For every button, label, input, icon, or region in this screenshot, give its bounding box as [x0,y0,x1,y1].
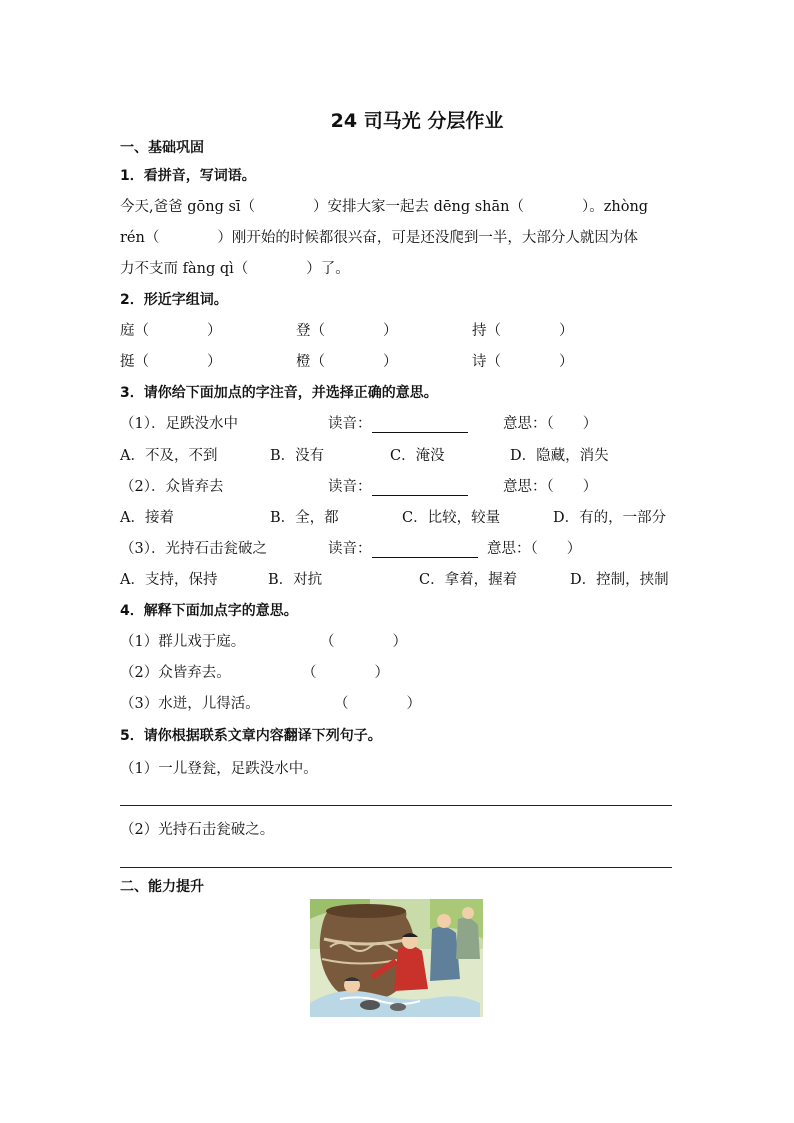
q1-text-line: rén（ ）刚开始的时候都很兴奋，可是还没爬到一半，大部分人就因为体 [120,230,638,246]
q3-meaning: 意思：（ ） [503,416,598,432]
q3-prompt: （1）．足跌没水中 [120,416,238,432]
q1-heading: 1．看拼音，写词语。 [120,168,256,184]
q4-item-text: （1）群儿戏于庭。 [120,634,246,650]
q3-option: D．有的，一部分 [553,510,667,526]
q4-heading: 4．解释下面加点字的意思。 [120,603,298,619]
q1-text-line: 今天,爸爸 gōng sī（ ）安排大家一起去 dēng shān（ ）。zhòng [120,199,649,215]
q5-sentence: （1）一儿登瓮，足跌没水中。 [120,761,318,777]
q2-item: 挺（ ） [120,354,222,370]
q2-heading: 2．形近字组词。 [120,292,228,308]
q3-reading: 读音： [328,415,468,433]
section-heading-ability: 二、能力提升 [120,879,204,895]
q3-option: A．不及，不到 [120,448,218,464]
q3-prompt: （3）．光持石击瓮破之 [120,541,267,557]
q3-option: B．全，都 [270,510,339,526]
q2-item: 持（ ） [472,323,574,339]
q2-item: 登（ ） [296,323,398,339]
section-heading-basic: 一、基础巩固 [120,140,204,156]
sima-guang-illustration [310,899,483,1017]
q3-prompt: （2）．众皆弃去 [120,479,224,495]
q3-heading: 3．请你给下面加点的字注音，并选择正确的意思。 [120,385,438,401]
answer-line[interactable] [120,805,672,806]
q3-option: D．控制，挟制 [570,572,669,588]
q5-sentence: （2）光持石击瓮破之。 [120,822,275,838]
q3-option: A．接着 [120,510,174,526]
q3-option: C．比较，较量 [402,510,501,526]
illustration-graphic [310,899,483,1017]
q3-reading: 读音： [328,478,468,496]
reading-blank[interactable] [372,481,468,496]
q3-reading: 读音： [328,540,478,558]
q3-meaning: 意思：（ ） [487,541,582,557]
q4-answer-paren[interactable]: （ ） [334,696,421,712]
reading-blank[interactable] [372,543,478,558]
answer-line[interactable] [120,867,672,868]
q2-item: 橙（ ） [296,354,398,370]
q3-option: D．隐藏，消失 [510,448,609,464]
q5-heading: 5．请你根据联系文章内容翻译下列句子。 [120,728,382,744]
q3-option: A．支持，保持 [120,572,218,588]
q3-option: C．淹没 [390,448,445,464]
page-title: 24 司马光 分层作业 [330,110,504,132]
q3-meaning: 意思：（ ） [503,479,598,495]
q4-item-text: （3）水迸，儿得活。 [120,696,260,712]
q4-answer-paren[interactable]: （ ） [320,634,407,650]
q2-item: 庭（ ） [120,323,222,339]
q2-item: 诗（ ） [472,354,574,370]
q4-answer-paren[interactable]: （ ） [302,665,389,681]
q3-option: B．没有 [270,448,325,464]
q3-option: B．对抗 [268,572,323,588]
q4-item-text: （2）众皆弃去。 [120,665,231,681]
q1-text-line: 力不支而 fàng qì（ ）了。 [120,261,350,277]
reading-blank[interactable] [372,418,468,433]
q3-option: C．拿着，握着 [419,572,518,588]
